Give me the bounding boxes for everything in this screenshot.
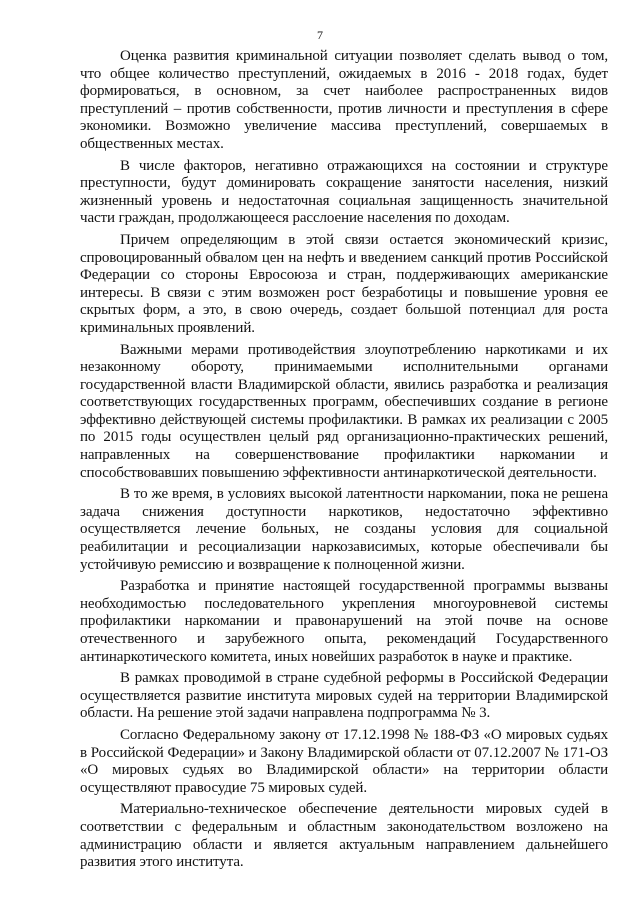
paragraph-negative-factors: В числе факторов, негативно отражающихся на состоянии и структуре преступности, будут доминировать сокращение занятости населения, низкий жизненный уровень и недостаточная социальная защищенность значительной части граждан, продолжающееся расслоение населения по доходам. bbox=[80, 157, 608, 227]
page-number: 7 bbox=[317, 28, 323, 42]
paragraph-economic-crisis: Причем определяющим в этой связи остается экономический кризис, спровоцированный обвалом цен на нефть и введением санкций против Российской Федерации со стороны Евросоюза и стран, поддерживающих американские интересы. В связи с этим возможен рост безработицы и повышение уровня ее скрытых форм, а это, в свою очередь, создает большой потенциал для роста криминальных проявлений. bbox=[80, 231, 608, 336]
paragraph-federal-law: Согласно Федеральному закону от 17.12.1998 № 188-ФЗ «О мировых судьях в Российской Федерации» и Закону Владимирской области от 07.12.2007 № 171-ОЗ «О мировых судьях во Владимирской области» на территории области осуществляют правосудие 75 мировых судей. bbox=[80, 726, 608, 796]
paragraph-material-support: Материально-техническое обеспечение деятельности мировых судей в соответствии с федеральным и областным законодательством возложено на администрацию области и является актуальным направлением дальнейшего развития этого института. bbox=[80, 801, 608, 871]
paragraph-crime-forecast: Оценка развития криминальной ситуации позволяет сделать вывод о том, что общее количество преступлений, ожидаемых в 2016 - 2018 годах, будет формироваться, в основном, за счет наиболее распространенных видов преступлений – против собственности, против личности и преступления в сфере экономики. Возможно увеличение массива преступлений, совершаемых в общественных местах. bbox=[80, 48, 608, 152]
paragraph-program-rationale: Разработка и принятие настоящей государственной программы вызваны необходимостью последовательного укрепления многоуровневой системы профилактики наркомании и правонарушений на этой почве на основе отечественного и зарубежного опыта, рекомендаций Государственного антинаркотического комитета, иных новейших разработок в науке и практике. bbox=[80, 578, 608, 665]
document-body bbox=[80, 48, 608, 876]
paragraph-judicial-reform: В рамках проводимой в стране судебной реформы в Российской Федерации осуществляется развитие института мировых судей на территории Владимирской области. На решение этой задачи направлена подпрограмма № 3. bbox=[80, 670, 608, 722]
paragraph-anti-drug-measures: Важными мерами противодействия злоупотреблению наркотиками и их незаконному обороту, принимаемыми исполнительными органами государственной власти Владимирской области, явились разработка и реализация соответствующих государственных программ, обеспечивших создание в регионе эффективно действующей системы профилактики. В рамках их реализации с 2005 по 2015 годы осуществлен целый ряд организационно-практических решений, направленных на совершенствование профилактики наркомании и способствовавших повышению эффективности антинаркотической деятельности. bbox=[80, 341, 608, 481]
paragraph-drug-latency: В то же время, в условиях высокой латентности наркомании, пока не решена задача снижения доступности наркотиков, недостаточно эффективно осуществляется лечение больных, не созданы условия для социальной реабилитации и ресоциализации наркозависимых, которые обеспечивали бы устойчивую ремиссию и возвращение к полноценной жизни. bbox=[80, 486, 608, 573]
